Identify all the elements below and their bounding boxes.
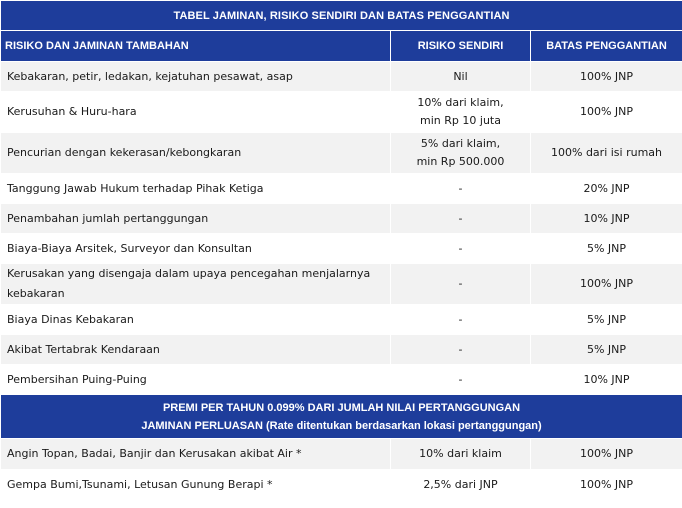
row-deductible: - [391, 264, 531, 305]
deductible-line: min Rp 10 juta [420, 114, 501, 127]
row-risk: Akibat Tertabrak Kendaraan [1, 335, 391, 365]
row-risk: Pembersihan Puing-Puing [1, 365, 391, 395]
extension-row-risk: Angin Topan, Badai, Banjir dan Kerusakan akibat Air * [1, 439, 391, 470]
row-limit: 100% JNP [531, 264, 682, 305]
column-header-risk: RISIKO DAN JAMINAN TAMBAHAN [1, 31, 391, 62]
row-limit: 100% JNP [531, 92, 682, 133]
row-risk: Kebakaran, petir, ledakan, kejatuhan pesawat, asap [1, 62, 391, 92]
row-limit: 5% JNP [531, 234, 682, 264]
premium-line: PREMI PER TAHUN 0.099% DARI JUMLAH NILAI PERTANGGUNGAN [162, 401, 521, 414]
extension-row-limit: 100% JNP [531, 470, 682, 501]
row-deductible: - [391, 174, 531, 204]
row-limit: 5% JNP [531, 335, 682, 365]
extension-row-deductible: 2,5% dari JNP [391, 470, 531, 501]
row-deductible: - [391, 335, 531, 365]
deductible-line: 10% dari klaim, [417, 96, 504, 109]
row-deductible: - [391, 305, 531, 335]
row-deductible [391, 133, 531, 174]
row-limit: 10% JNP [531, 365, 682, 395]
row-risk: Biaya-Biaya Arsitek, Surveyor dan Konsultan [1, 234, 391, 264]
row-deductible: - [391, 234, 531, 264]
extension-row-deductible: 10% dari klaim [391, 439, 531, 470]
row-limit: 100% JNP [531, 62, 682, 92]
row-risk: Kerusakan yang disengaja dalam upaya pencegahan menjalarnya kebakaran [1, 264, 391, 305]
column-header-limit: BATAS PENGGANTIAN [531, 31, 682, 62]
row-deductible [391, 92, 531, 133]
row-risk: Tanggung Jawab Hukum terhadap Pihak Ketiga [1, 174, 391, 204]
column-header-deductible: RISIKO SENDIRI [391, 31, 531, 62]
row-limit: 20% JNP [531, 174, 682, 204]
row-deductible: Nil [391, 62, 531, 92]
row-risk: Pencurian dengan kekerasan/kebongkaran [1, 133, 391, 174]
extension-heading: JAMINAN PERLUASAN (Rate ditentukan berdasarkan lokasi pertanggungan) [141, 419, 542, 432]
extension-row-limit: 100% JNP [531, 439, 682, 470]
row-deductible: - [391, 204, 531, 234]
row-limit: 100% dari isi rumah [531, 133, 682, 174]
row-risk: Kerusuhan & Huru-hara [1, 92, 391, 133]
row-deductible: - [391, 365, 531, 395]
row-risk: Biaya Dinas Kebakaran [1, 305, 391, 335]
deductible-line: min Rp 500.000 [416, 155, 505, 168]
premium-extension-band [1, 395, 682, 439]
table-title: TABEL JAMINAN, RISIKO SENDIRI DAN BATAS PENGGANTIAN [1, 1, 682, 31]
row-risk: Penambahan jumlah pertanggungan [1, 204, 391, 234]
row-limit: 10% JNP [531, 204, 682, 234]
deductible-line: 5% dari klaim, [420, 137, 501, 150]
row-limit: 5% JNP [531, 305, 682, 335]
extension-row-risk: Gempa Bumi,Tsunami, Letusan Gunung Berapi * [1, 470, 391, 501]
